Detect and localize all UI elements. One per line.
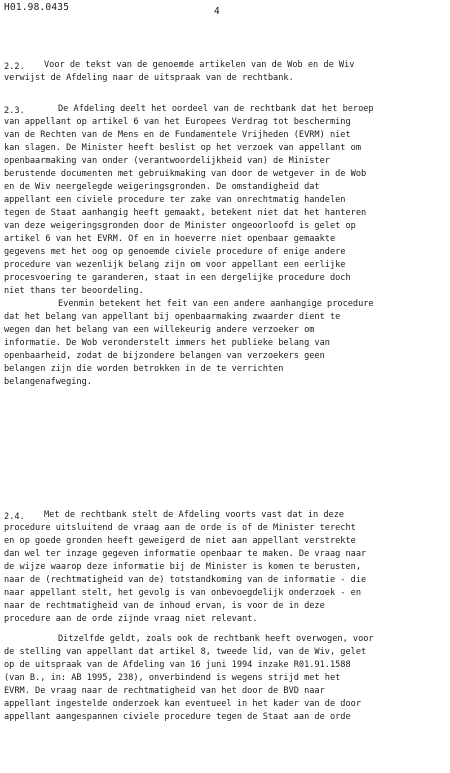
text-line: en de Wiv neergelegde weigeringsgronden. De omstandigheid dat: [4, 182, 320, 192]
text-line: appellant ingestelde onderzoek kan eventueel in het kader van de door: [4, 699, 361, 709]
text-line: tegen de Staat aanhangig heeft gemaakt, betekent niet dat het hanteren: [4, 208, 367, 218]
text-line: gegevens met het oog op genoemde civiele procedure of enige andere: [4, 247, 346, 257]
text-line: De Afdeling deelt het oordeel van de rechtbank dat het beroep: [58, 104, 374, 114]
text-line: (van B., in: AB 1995, 238), onverbindend is wegens strijd met het: [4, 673, 341, 683]
text-line: appellant een civiele procedure ter zake van onrechtmatig handelen: [4, 195, 346, 205]
text-line: informatie. De Wob veronderstelt immers het publieke belang van: [4, 338, 330, 348]
page-number: 4: [214, 6, 220, 17]
text-line: procedure van wezenlijk belang zijn om voor appellant een eerlijke: [4, 260, 346, 270]
section-number: 2.2.: [4, 62, 25, 72]
text-line: op de uitspraak van de Afdeling van 16 juni 1994 inzake R01.91.1588: [4, 660, 351, 670]
text-line: van deze weigeringsgronden door de Minister ongeoorloofd is gelet op: [4, 221, 356, 231]
text-line: Ditzelfde geldt, zoals ook de rechtbank heeft overwogen, voor: [58, 634, 374, 644]
text-line: dan wel ter inzage gegeven informatie openbaar te maken. De vraag naar: [4, 549, 367, 559]
text-line: niet thans ter beoordeling.: [4, 286, 144, 296]
text-line: kan slagen. De Minister heeft beslist op het verzoek van appellant om: [4, 143, 361, 153]
text-line: Voor de tekst van de genoemde artikelen van de Wob en de Wiv: [44, 60, 355, 70]
text-line: procedure uitsluitend de vraag aan de orde is of de Minister terecht: [4, 523, 356, 533]
text-line: openbaarmaking van onder (verantwoordelijkheid van) de Minister: [4, 156, 330, 166]
text-line: naar appellant stelt, het gevolg is van onbevoegdelijk onderzoek - en: [4, 588, 361, 598]
text-line: berustende documenten met gebruikmaking van door de wetgever in de Wob: [4, 169, 367, 179]
text-line: appellant aangespannen civiele procedure tegen de Staat aan de orde: [4, 712, 351, 722]
section-number: 2.3.: [4, 106, 25, 116]
text-line: van appellant op artikel 6 van het Europees Verdrag tot bescherming: [4, 117, 351, 127]
text-line: de stelling van appellant dat artikel 8, tweede lid, van de Wiv, gelet: [4, 647, 367, 657]
text-line: belangen zijn die worden betrokken in de te verrichten: [4, 364, 284, 374]
text-line: Met de rechtbank stelt de Afdeling voorts vast dat in deze: [44, 510, 345, 520]
text-line: dat het belang van appellant bij openbaarmaking zwaarder dient te: [4, 312, 341, 322]
text-line: verwijst de Afdeling naar de uitspraak van de rechtbank.: [4, 73, 294, 83]
text-line: procesvoering te garanderen, staat in een dergelijke procedure doch: [4, 273, 351, 283]
case-reference: H01.98.0435: [4, 2, 70, 13]
text-line: artikel 6 van het EVRM. Of en in hoeverre niet openbaar gemaakte: [4, 234, 336, 244]
section-number: 2.4.: [4, 512, 25, 522]
text-line: Evenmin betekent het feit van een andere aanhangige procedure: [58, 299, 374, 309]
text-line: wegen dan het belang van een willekeurig andere verzoeker om: [4, 325, 315, 335]
text-line: EVRM. De vraag naar de rechtmatigheid van het door de BVD naar: [4, 686, 325, 696]
text-line: naar de (rechtmatigheid van de) totstandkoming van de informatie - die: [4, 575, 367, 585]
text-line: de wijze waarop deze informatie bij de Minister is komen te berusten,: [4, 562, 361, 572]
text-line: van de Rechten van de Mens en de Fundamentele Vrijheden (EVRM) niet: [4, 130, 351, 140]
text-line: procedure aan de orde zijnde vraag niet relevant.: [4, 614, 258, 624]
text-line: naar de rechtmatigheid van de inhoud ervan, is voor de in deze: [4, 601, 325, 611]
text-line: en op goede gronden heeft geweigerd de niet aan appellant verstrekte: [4, 536, 356, 546]
text-line: openbaarheid, zodat de bijzondere belangen van verzoekers geen: [4, 351, 325, 361]
text-line: belangenafweging.: [4, 377, 92, 387]
